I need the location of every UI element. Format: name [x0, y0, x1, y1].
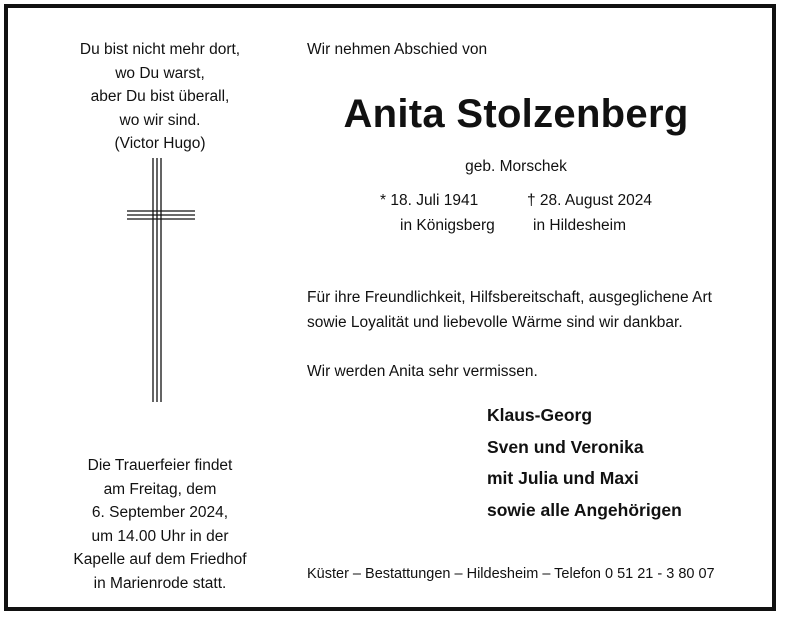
message-line: Wir werden Anita sehr vermissen.: [307, 363, 538, 380]
family-line: Sven und Veronika: [487, 436, 644, 457]
cross-icon: [125, 155, 197, 405]
life-dates: [380, 189, 652, 238]
quote-author: (Victor Hugo): [114, 135, 206, 152]
death-date: † 28. August 2024: [527, 192, 652, 209]
family-line: mit Julia und Maxi: [487, 468, 639, 488]
quote-line: Du bist nicht mehr dort,: [79, 41, 241, 58]
message-block: [307, 285, 712, 384]
service-line: am Freitag, dem: [103, 480, 217, 498]
service-line: 6. September 2024,: [91, 504, 229, 521]
service-info: [40, 454, 280, 595]
service-line: Kapelle auf dem Friedhof: [73, 551, 247, 568]
family-line: sowie alle Angehörigen: [487, 499, 682, 520]
quote-line: wo Du warst,: [115, 64, 205, 82]
service-line: Die Trauerfeier findet: [87, 457, 233, 474]
funeral-home-footer: Küster – Bestattungen – Hildesheim – Telefon 0 51 21 - 3 80 07: [307, 566, 715, 582]
family-signatures: [487, 400, 682, 526]
service-line: in Marienrode statt.: [93, 574, 227, 592]
quote-line: aber Du bist überall,: [90, 88, 230, 105]
intro-text: Wir nehmen Abschied von: [307, 41, 488, 58]
maiden-name: geb. Morschek: [465, 158, 567, 175]
birth-place: in Königsberg: [400, 216, 495, 234]
deceased-name: Anita Stolzenberg: [343, 92, 689, 136]
service-line: um 14.00 Uhr in der: [91, 527, 229, 545]
death-place: in Hildesheim: [533, 216, 627, 234]
quote-line: wo wir sind.: [119, 111, 201, 129]
quote-block: [40, 38, 280, 156]
message-line: sowie Loyalität und liebevolle Wärme sind wir dankbar.: [307, 314, 683, 331]
message-line: Für ihre Freundlichkeit, Hilfsbereitschaft, ausgeglichene Art: [307, 289, 712, 306]
birth-date: * 18. Juli 1941: [380, 192, 479, 209]
family-line: Klaus-Georg: [487, 405, 593, 425]
